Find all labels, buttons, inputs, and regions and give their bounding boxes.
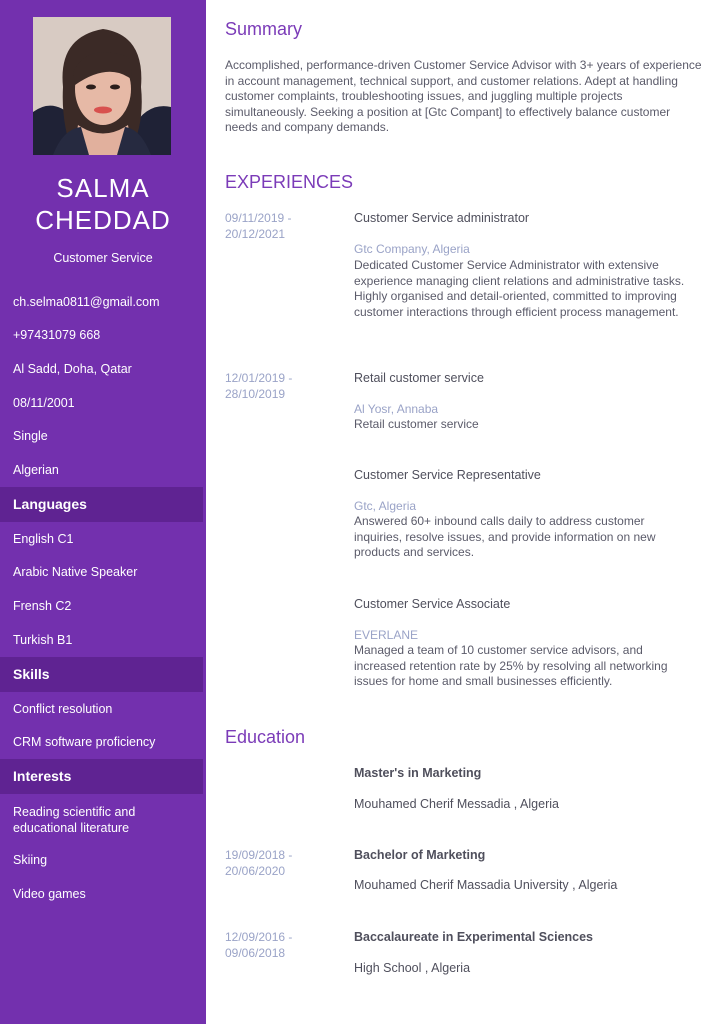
education-degree: Master's in Marketing xyxy=(354,766,482,780)
profile-photo xyxy=(33,17,171,155)
experience-company: Al Yosr, Annaba xyxy=(354,402,439,416)
education-school: Mouhamed Cherif Messadia , Algeria xyxy=(354,797,559,811)
experience-title: Customer Service administrator xyxy=(354,211,530,225)
language-item: Frensh C2 xyxy=(13,599,72,613)
interest-item: Video games xyxy=(13,887,86,901)
education-degree: Bachelor of Marketing xyxy=(354,848,486,862)
education-date: 12/09/2016 - 09/06/2018 xyxy=(225,930,293,960)
first-name: SALMA xyxy=(56,173,150,203)
experience-company: Gtc Company, Algeria xyxy=(354,242,470,256)
experience-title: Retail customer service xyxy=(354,371,484,385)
email: ch.selma0811@gmail.com xyxy=(13,295,160,309)
experience-description: Answered 60+ inbound calls daily to address customer inquiries, resolve issues, and provide information on new products and services. xyxy=(354,514,656,559)
skill-item: CRM software proficiency xyxy=(13,735,156,749)
marital-status: Single xyxy=(13,429,48,443)
language-item: Turkish B1 xyxy=(13,633,73,647)
experience-company: EVERLANE xyxy=(354,628,419,642)
education-school: Mouhamed Cherif Massadia University , Algeria xyxy=(354,878,618,892)
sidebar xyxy=(0,0,206,1024)
last-name: CHEDDAD xyxy=(35,205,171,235)
address: Al Sadd, Doha, Qatar xyxy=(13,362,132,376)
candidate-name xyxy=(0,172,206,236)
languages-heading: Languages xyxy=(0,487,203,522)
birth-date: 08/11/2001 xyxy=(13,396,75,410)
experience-date: 12/01/2019 - 28/10/2019 xyxy=(225,371,293,401)
skill-item: Conflict resolution xyxy=(13,702,113,716)
interest-item: Reading scientific and educational literature xyxy=(13,805,136,835)
summary-heading: Summary xyxy=(225,19,303,39)
nationality: Algerian xyxy=(13,463,59,477)
language-item: English C1 xyxy=(13,532,74,546)
education-school: High School , Algeria xyxy=(354,961,471,975)
phone: +97431079 668 xyxy=(13,328,101,342)
language-item: Arabic Native Speaker xyxy=(13,565,138,579)
education-heading: Education xyxy=(225,727,306,747)
job-role: Customer Service xyxy=(53,251,153,265)
interests-heading: Interests xyxy=(0,759,203,794)
experience-title: Customer Service Representative xyxy=(354,468,541,482)
interest-item: Skiing xyxy=(13,853,48,867)
experience-description: Retail customer service xyxy=(354,417,479,431)
experience-description: Dedicated Customer Service Administrator with extensive experience managing client relations and administrative tasks. Highly organised and detail-oriented, committed to improving customer interactions through efficient process management. xyxy=(354,258,685,319)
experience-company: Gtc, Algeria xyxy=(354,499,417,513)
education-degree: Baccalaureate in Experimental Sciences xyxy=(354,930,594,944)
experience-date: 09/11/2019 - 20/12/2021 xyxy=(225,211,292,241)
experiences-heading: EXPERIENCES xyxy=(225,172,354,192)
experience-description: Managed a team of 10 customer service advisors, and increased retention rate by 25% by resolving all networking issues for home and small businesses efficiently. xyxy=(354,643,668,688)
skills-heading: Skills xyxy=(0,657,203,692)
experience-title: Customer Service Associate xyxy=(354,597,511,611)
summary-text: Accomplished, performance-driven Customer Service Advisor with 3+ years of experience in account management, technical support, and customer relations. Adept at handling customer complaints, troubleshooting issues, and juggling multiple projects simultaneously. Seeking a position at [Gtc Compant] to effectively balance customer needs and company demands. xyxy=(225,58,702,134)
education-date: 19/09/2018 - 20/06/2020 xyxy=(225,848,293,878)
